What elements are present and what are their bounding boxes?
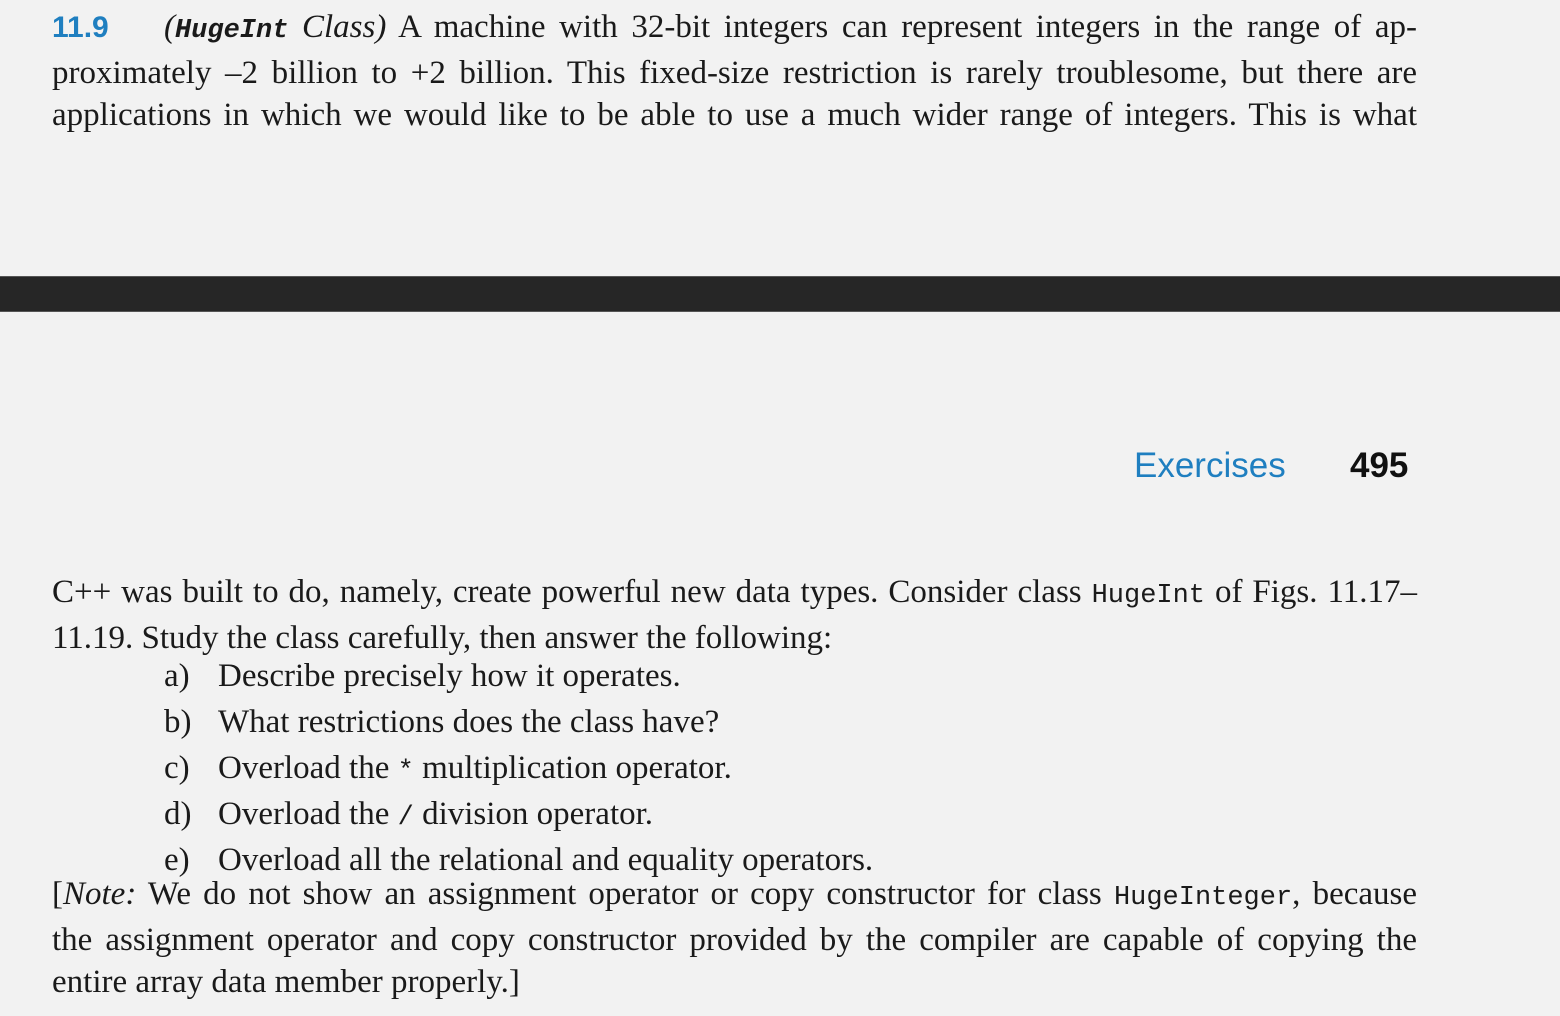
intro-line-3: applications in which we would like to be able to use a much wider range of integers. This is what (52, 97, 1417, 133)
list-item: e) Overload all the relational and equality operators. (164, 842, 874, 878)
page-break-divider (0, 276, 1560, 312)
note-paragraph (52, 873, 1417, 1003)
exercise-number: 11.9 (52, 11, 109, 44)
list-item: c) Overload the * multiplication operator. (164, 750, 732, 787)
note-label: Note: (63, 876, 137, 912)
note-line-2: the assignment operator and copy constructor provided by the compiler are capable of copying the (52, 922, 1417, 958)
intro-line-1: A machine with 32-bit integers can represent integers in the range of ap- (398, 9, 1417, 45)
intro-line-2: proximately –2 billion to +2 billion. This fixed-size restriction is rarely troublesome, but there are (52, 55, 1417, 91)
list-item: a) Describe precisely how it operates. (164, 658, 681, 694)
exercise-intro (52, 6, 1417, 136)
question-list (164, 655, 873, 885)
exercise-heading-line (52, 6, 1417, 52)
list-item: d) Overload the / division operator. (164, 796, 654, 833)
running-head-section: Exercises (1134, 446, 1286, 485)
note-line-3: entire array data member properly.] (52, 964, 520, 1000)
continuation-line-1: C++ was built to do, namely, create powerful new data types. Consider class HugeInt of Figs. 11.17– (52, 574, 1417, 611)
note-line-1: [Note: We do not show an assignment operator or copy constructor for class HugeInteger, because (52, 876, 1417, 913)
page-number: 495 (1350, 446, 1409, 485)
list-item: b) What restrictions does the class have? (164, 704, 720, 740)
continuation-paragraph (52, 571, 1417, 659)
continuation-line-2: 11.19. Study the class carefully, then answer the following: (52, 620, 833, 656)
exercise-title: (HugeInt Class) (164, 9, 387, 46)
